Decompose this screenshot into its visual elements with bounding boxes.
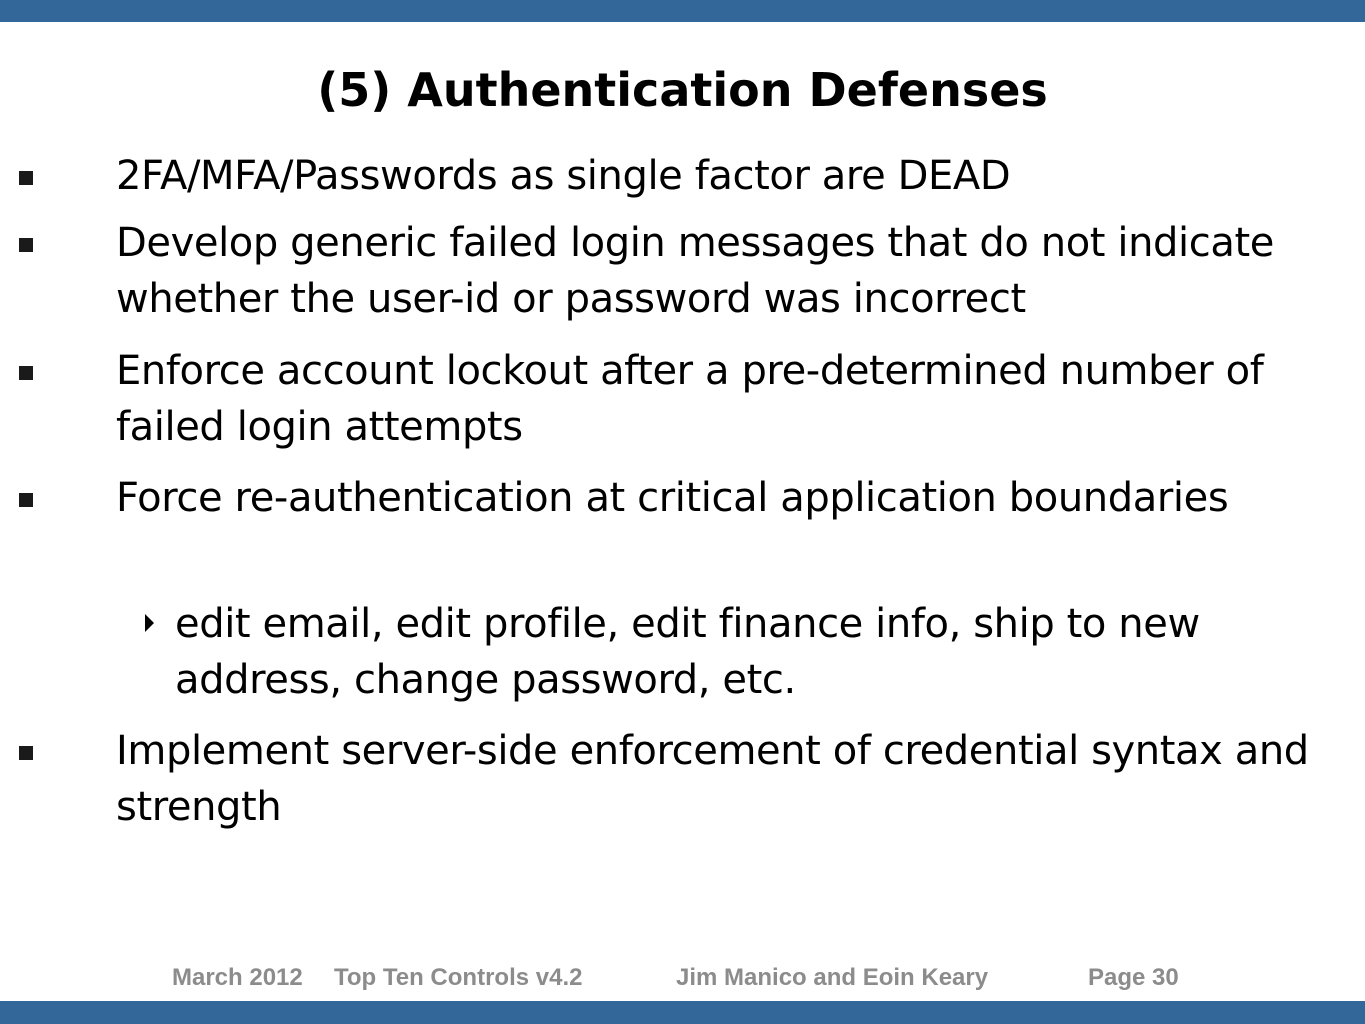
slide-title: (5) Authentication Defenses	[317, 63, 1048, 117]
bullet-text: Force re-authentication at critical application boundaries	[116, 475, 1229, 521]
sub-bullet-item	[175, 596, 1325, 708]
footer-authors: Jim Manico and Eoin Keary	[676, 964, 989, 991]
footer-title: Top Ten Controls v4.2	[334, 964, 583, 991]
bullet-item	[116, 215, 1341, 327]
bullet-text: Implement server-side enforcement of credential syntax and strength	[116, 728, 1309, 830]
square-bullet-icon	[19, 493, 33, 507]
bullet-item	[116, 343, 1341, 455]
top-band	[0, 0, 1365, 22]
bullet-text: Enforce account lockout after a pre-determined number of failed login attempts	[116, 348, 1264, 450]
bullet-item	[116, 470, 1341, 526]
footer-page-number: Page 30	[1088, 964, 1179, 991]
bottom-band	[0, 1001, 1365, 1024]
sub-bullet-text: edit email, edit profile, edit finance info, ship to new address, change password, etc.	[175, 601, 1200, 703]
footer-date: March 2012	[172, 964, 303, 991]
bullet-text: 2FA/MFA/Passwords as single factor are DEAD	[116, 153, 1011, 199]
square-bullet-icon	[19, 171, 33, 185]
square-bullet-icon	[19, 238, 33, 252]
triangle-bullet-icon	[145, 614, 154, 632]
bullet-item	[116, 723, 1341, 835]
bullet-text: Develop generic failed login messages that do not indicate whether the user-id or password was incorrect	[116, 220, 1274, 322]
square-bullet-icon	[19, 746, 33, 760]
square-bullet-icon	[19, 366, 33, 380]
bullet-item	[116, 148, 1341, 204]
